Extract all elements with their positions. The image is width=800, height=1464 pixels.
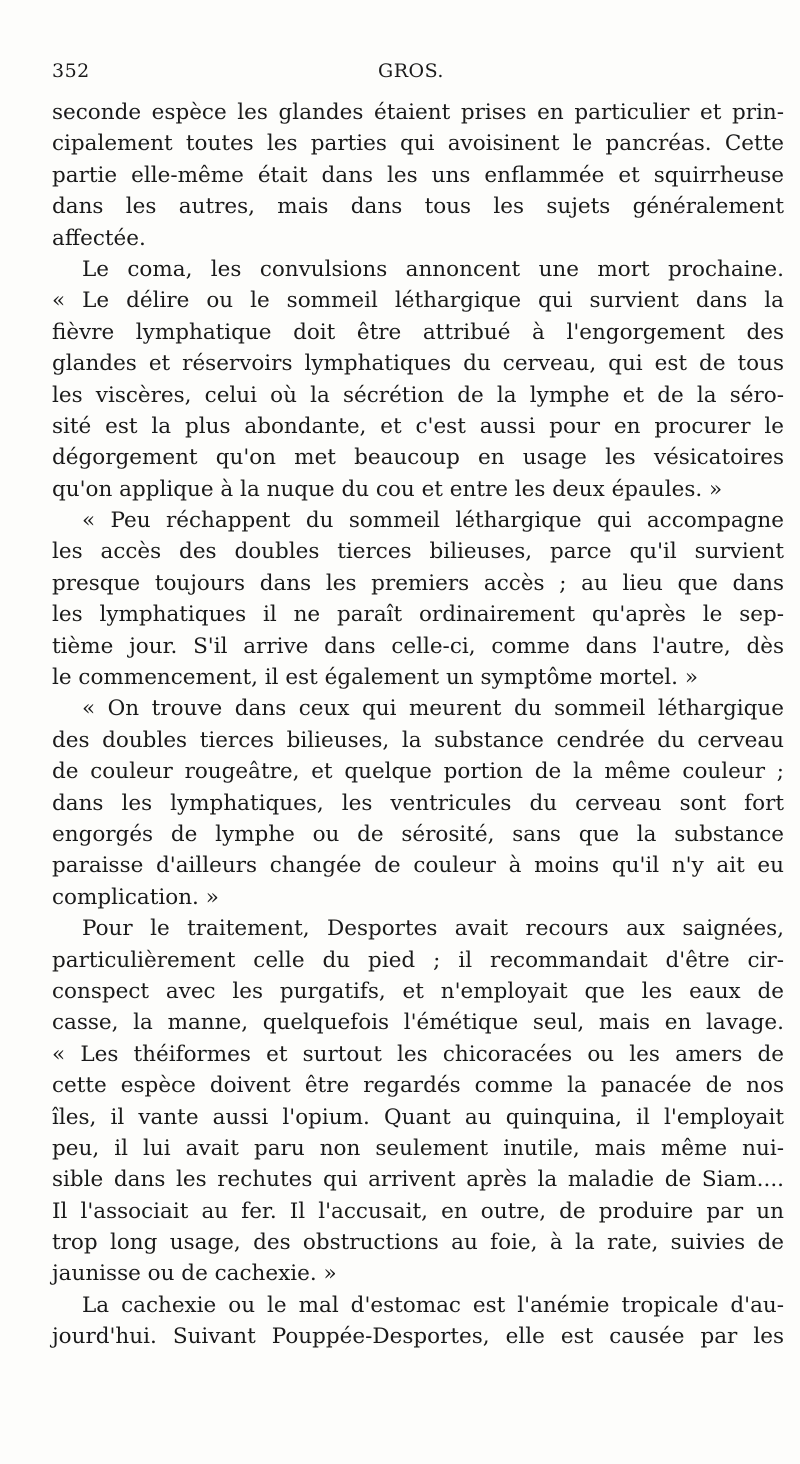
text-line: partie elle-même était dans les uns enflammée et squirrheuse <box>52 162 784 188</box>
text-line: des doubles tierces bilieuses, la substance cendrée du cerveau <box>52 727 784 753</box>
text-line: « On trouve dans ceux qui meurent du sommeil léthargique <box>82 696 784 722</box>
text-line: sité est la plus abondante, et c'est aussi pour en procurer le <box>52 413 784 439</box>
text-line: le commencement, il est également un symptôme mortel. » <box>52 665 699 691</box>
text-line: Pour le traitement, Desportes avait recours aux saignées, <box>82 916 784 942</box>
text-line: dégorgement qu'on met beaucoup en usage les vésicatoires <box>52 445 784 471</box>
text-line: les accès des doubles tierces bilieuses, parce qu'il survient <box>52 539 784 565</box>
text-line: de couleur rougeâtre, et quelque portion de la même couleur ; <box>52 759 784 785</box>
text-line: La cachexie ou le mal d'estomac est l'anémie tropicale d'au- <box>82 1292 784 1318</box>
text-line: cipalement toutes les parties qui avoisinent le pancréas. Cette <box>52 131 784 157</box>
text-line: engorgés de lymphe ou de sérosité, sans que la substance <box>52 821 784 847</box>
text-line: Il l'associait au fer. Il l'accusait, en outre, de produire par un <box>52 1198 784 1224</box>
page-header <box>52 60 770 90</box>
text-line: « Le délire ou le sommeil léthargique qui survient dans la <box>52 288 784 314</box>
text-line: les viscères, celui où la sécrétion de la lymphe et de la séro- <box>52 382 784 408</box>
text-line: « Peu réchappent du sommeil léthargique qui accompagne <box>82 508 784 534</box>
text-line: jourd'hui. Suivant Pouppée-Desportes, elle est causée par les <box>52 1324 784 1350</box>
text-line: paraisse d'ailleurs changée de couleur à moins qu'il n'y ait eu <box>52 853 784 879</box>
text-line: sible dans les rechutes qui arrivent après la maladie de Siam.... <box>52 1167 784 1193</box>
text-line: complication. » <box>52 884 219 910</box>
text-line: jaunisse ou de cachexie. » <box>52 1261 337 1287</box>
text-line: dans les autres, mais dans tous les sujets généralement <box>52 194 784 220</box>
text-line: « Les théiformes et surtout les chicoracées ou les amers de <box>52 1041 784 1067</box>
text-line: casse, la manne, quelquefois l'émétique seul, mais en lavage. <box>52 1010 784 1036</box>
body-text <box>52 97 784 1353</box>
running-title: GROS. <box>378 60 444 82</box>
text-line: les lymphatiques il ne paraît ordinairement qu'après le sep- <box>52 602 784 628</box>
text-line: îles, il vante aussi l'opium. Quant au quinquina, il l'employait <box>52 1104 784 1130</box>
text-line: tième jour. S'il arrive dans celle-ci, comme dans l'autre, dès <box>52 633 784 659</box>
text-line: fièvre lymphatique doit être attribué à l'engorgement des <box>52 319 784 345</box>
text-line: glandes et réservoirs lymphatiques du cerveau, qui est de tous <box>52 351 784 377</box>
text-line: conspect avec les purgatifs, et n'employait que les eaux de <box>52 978 784 1004</box>
text-line: presque toujours dans les premiers accès ; au lieu que dans <box>52 570 784 596</box>
text-line: affectée. <box>52 225 146 251</box>
text-line: peu, il lui avait paru non seulement inutile, mais même nui- <box>52 1135 784 1161</box>
page-number: 352 <box>52 60 90 82</box>
text-line: qu'on applique à la nuque du cou et entre les deux épaules. » <box>52 476 723 502</box>
text-line: particulièrement celle du pied ; il recommandait d'être cir- <box>52 947 784 973</box>
text-line: seconde espèce les glandes étaient prises en particulier et prin- <box>52 100 784 125</box>
text-line: dans les lymphatiques, les ventricules du cerveau sont fort <box>52 790 784 816</box>
text-line: cette espèce doivent être regardés comme la panacée de nos <box>52 1073 784 1099</box>
text-line: Le coma, les convulsions annoncent une mort prochaine. <box>82 256 784 282</box>
text-line: trop long usage, des obstructions au foie, à la rate, suivies de <box>52 1230 784 1256</box>
